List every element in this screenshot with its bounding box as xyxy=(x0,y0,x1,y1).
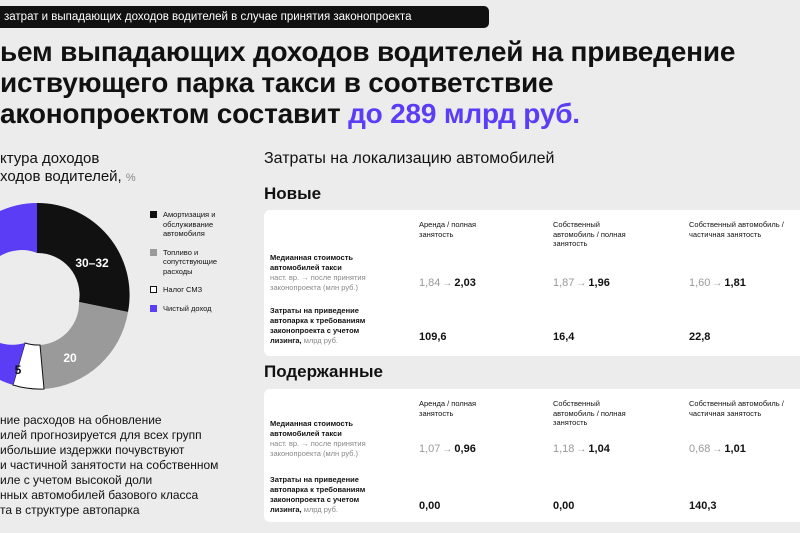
arrow-right-icon: → xyxy=(712,278,723,289)
col-head-own-full: Собственный автомобиль / полная занятость xyxy=(553,220,626,248)
arrow-right-icon: → xyxy=(576,444,587,455)
total-own-partial-used: 140,3 xyxy=(689,500,717,512)
total-own-full-new: 16,4 xyxy=(553,331,575,343)
row-title-median-cost xyxy=(270,253,390,293)
row-title-fleet-costs xyxy=(270,306,390,346)
col-head-rent: Аренда / полная занятость xyxy=(419,220,477,239)
cost-to: 1,96 xyxy=(588,277,610,289)
cost-rent-used xyxy=(419,443,476,455)
cost-to: 1,01 xyxy=(724,443,746,455)
cost-own-full-new xyxy=(553,277,610,289)
legend-swatch-tax xyxy=(150,286,157,293)
conclusion-note xyxy=(0,413,250,518)
row-title-median-cost-text: Медианная стоимость автомобилей такси xyxy=(270,419,353,438)
income-structure-title-line-1: ктура доходов xyxy=(0,150,100,167)
header-tag: затрат и выпадающих доходов водителей в случае принятия законопроекта xyxy=(0,6,489,28)
row-sub-median-cost: наст. вр. → после принятия законопроекта (млн руб.) xyxy=(270,273,366,292)
row-title-fleet-costs-text: Затраты на приведение автопарка к требованиям законопроекта с учетом лизинга, xyxy=(270,475,366,514)
cost-own-full-used xyxy=(553,443,610,455)
cost-from: 1,07 xyxy=(419,443,441,455)
row-title-fleet-costs xyxy=(270,475,390,515)
income-structure-title xyxy=(0,150,136,187)
income-structure-title-text: ходов водителей, xyxy=(0,168,122,185)
cost-to: 1,04 xyxy=(588,443,610,455)
cost-from: 0,68 xyxy=(689,443,711,455)
note-line: и частичной занятости на собственном xyxy=(0,458,219,472)
row-unit-fleet-costs: млрд руб. xyxy=(303,336,339,345)
row-sub-median-cost: наст. вр. → после принятия законопроекта (млн руб.) xyxy=(270,439,366,458)
cost-from: 1,60 xyxy=(689,277,711,289)
note-line: нных автомобилей базового класса xyxy=(0,488,199,502)
note-line: иле с учетом высокой доли xyxy=(0,473,153,487)
cost-to: 2,03 xyxy=(454,277,476,289)
cost-to: 0,96 xyxy=(454,443,476,455)
row-title-median-cost xyxy=(270,419,390,459)
note-line: та в структуре автопарка xyxy=(0,503,140,517)
legend-item-amortization xyxy=(150,210,243,239)
cost-from: 1,18 xyxy=(553,443,575,455)
row-unit-fleet-costs: млрд руб. xyxy=(303,505,339,514)
legend-swatch-fuel xyxy=(150,249,157,256)
col-head-own-full: Собственный автомобиль / полная занятость xyxy=(553,399,626,427)
cost-rent-new xyxy=(419,277,476,289)
headline xyxy=(0,36,800,129)
legend-swatch-amortization xyxy=(150,211,157,218)
section-title-used: Подержанные xyxy=(264,362,384,381)
legend-item-fuel xyxy=(150,248,243,277)
legend-label-net-income: Чистый доход xyxy=(163,303,212,313)
donut-label-amortization: 30–32 xyxy=(75,256,109,270)
arrow-right-icon: → xyxy=(442,278,453,289)
income-donut-chart xyxy=(0,196,140,396)
donut-label-fuel: 20 xyxy=(63,351,77,365)
col-head-own-partial: Собственный автомобиль / частичная занятость xyxy=(689,220,784,239)
legend-label-amortization: Амортизация и обслуживание автомобиля xyxy=(163,210,216,238)
legend-swatch-net-income xyxy=(150,305,157,312)
donut-legend xyxy=(150,210,243,322)
cost-own-partial-new xyxy=(689,277,746,289)
col-head-rent: Аренда / полная занятость xyxy=(419,399,477,418)
cost-to: 1,81 xyxy=(724,277,746,289)
income-structure-title-line-2 xyxy=(0,168,136,187)
localization-costs-title: Затраты на локализацию автомобилей xyxy=(264,150,555,167)
legend-item-tax xyxy=(150,285,243,295)
total-rent-new: 109,6 xyxy=(419,331,447,343)
income-structure-unit: % xyxy=(125,172,136,184)
card-used xyxy=(264,389,800,522)
cost-own-partial-used xyxy=(689,443,746,455)
total-rent-used: 0,00 xyxy=(419,500,441,512)
donut-segment-net-income-top xyxy=(0,203,37,256)
donut-label-tax: 5 xyxy=(14,363,22,377)
headline-line-3-prefix: аконопроектом составит xyxy=(0,98,349,129)
total-own-partial-new: 22,8 xyxy=(689,331,711,343)
legend-label-fuel: Топливо и сопутствующие расходы xyxy=(163,247,218,276)
cost-from: 1,84 xyxy=(419,277,441,289)
arrow-right-icon: → xyxy=(712,444,723,455)
total-own-full-used: 0,00 xyxy=(553,500,575,512)
card-new xyxy=(264,210,800,356)
arrow-right-icon: → xyxy=(576,278,587,289)
row-title-fleet-costs-text: Затраты на приведение автопарка к требованиям законопроекта с учетом лизинга, xyxy=(270,306,366,345)
section-title-new: Новые xyxy=(264,184,322,203)
donut-segment-fuel xyxy=(40,302,128,389)
arrow-right-icon: → xyxy=(442,444,453,455)
cost-from: 1,87 xyxy=(553,277,575,289)
headline-line-2: иствующего парка такси в соответствие xyxy=(0,67,554,98)
note-line: ибольшие издержки почувствуют xyxy=(0,443,185,457)
legend-item-net-income xyxy=(150,304,243,314)
row-title-median-cost-text: Медианная стоимость автомобилей такси xyxy=(270,253,353,272)
col-head-own-partial: Собственный автомобиль / частичная занятость xyxy=(689,399,784,418)
note-line: ние расходов на обновление xyxy=(0,413,162,427)
headline-line-1: ьем выпадающих доходов водителей на приведение xyxy=(0,36,736,67)
legend-label-tax: Налог СМЗ xyxy=(163,285,203,294)
headline-accent: до 289 млрд руб. xyxy=(348,98,580,129)
headline-line-3 xyxy=(0,98,800,129)
note-line: илей прогнозируется для всех групп xyxy=(0,428,202,442)
